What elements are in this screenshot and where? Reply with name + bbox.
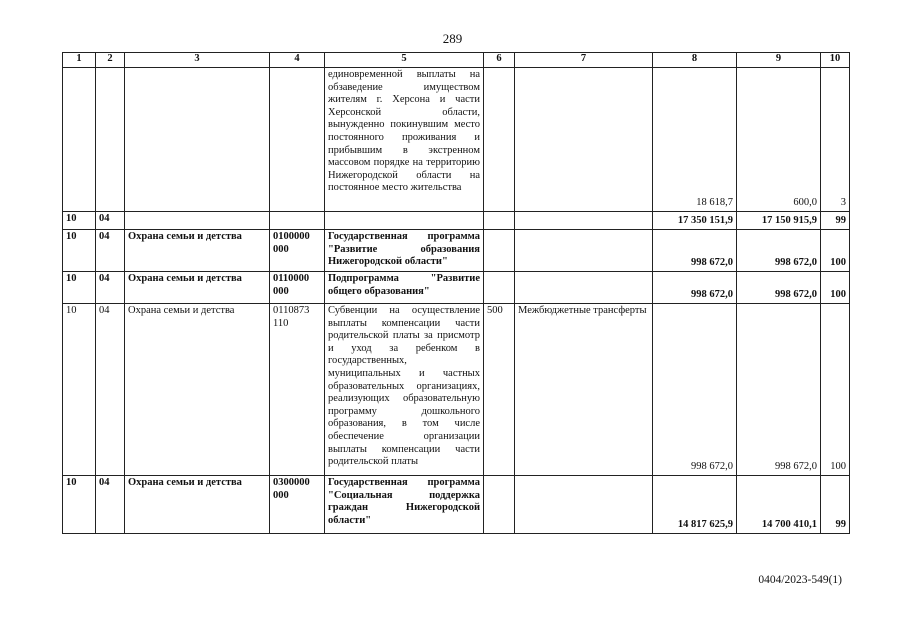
- table-row: [63, 230, 850, 272]
- row-amount-executed: 17 150 915,9: [737, 212, 821, 230]
- row-amount-approved: 14 817 625,9: [653, 476, 737, 534]
- row-execution-percent: 99: [821, 212, 850, 230]
- column-header: 2: [96, 53, 125, 68]
- row-amount-executed: 600,0: [737, 68, 821, 212]
- row-subsection-code: [96, 68, 125, 212]
- row-execution-percent: 99: [821, 476, 850, 534]
- table-row: [63, 68, 850, 212]
- budget-table: [62, 52, 850, 534]
- row-amount-executed: 998 672,0: [737, 304, 821, 476]
- row-amount-approved: 17 350 151,9: [653, 212, 737, 230]
- row-amount-approved: 998 672,0: [653, 272, 737, 304]
- row-target-code: 0300000 000: [270, 476, 325, 534]
- column-header: 10: [821, 53, 850, 68]
- row-execution-percent: 3: [821, 68, 850, 212]
- page-number: 289: [442, 31, 463, 46]
- row-subsection-code: 04: [96, 272, 125, 304]
- row-section-code: 10: [63, 304, 96, 476]
- row-execution-percent: 100: [821, 304, 850, 476]
- row-description: Государственная программа "Развитие образования Нижегородской области": [325, 230, 484, 272]
- row-amount-approved: 998 672,0: [653, 304, 737, 476]
- column-header: 5: [325, 53, 484, 68]
- row-expense-type-code: [484, 230, 515, 272]
- row-section-code: 10: [63, 272, 96, 304]
- column-header: 1: [63, 53, 96, 68]
- row-expense-type-name: [515, 68, 653, 212]
- row-target-code: 0110000 000: [270, 272, 325, 304]
- row-expense-type-code: [484, 272, 515, 304]
- row-section-code: [63, 68, 96, 212]
- row-execution-percent: 100: [821, 272, 850, 304]
- column-header: 8: [653, 53, 737, 68]
- row-expense-type-name: [515, 272, 653, 304]
- row-section-name: [125, 68, 270, 212]
- row-section-name: Охрана семьи и детства: [125, 304, 270, 476]
- table-row: [63, 272, 850, 304]
- row-expense-type-code: [484, 212, 515, 230]
- row-amount-executed: 998 672,0: [737, 230, 821, 272]
- column-header: 7: [515, 53, 653, 68]
- row-expense-type-name: [515, 212, 653, 230]
- row-section-code: 10: [63, 476, 96, 534]
- row-target-code: [270, 212, 325, 230]
- row-description: Государственная программа "Социальная поддержка граждан Нижегородской области": [325, 476, 484, 534]
- row-target-code: 0110873 110: [270, 304, 325, 476]
- row-expense-type-code: 500: [484, 304, 515, 476]
- row-description: [325, 212, 484, 230]
- row-expense-type-name: [515, 230, 653, 272]
- row-expense-type-code: [484, 476, 515, 534]
- row-expense-type-name: [515, 476, 653, 534]
- row-target-code: 0100000 000: [270, 230, 325, 272]
- row-expense-type-name: Межбюджетные трансферты: [515, 304, 653, 476]
- row-section-name: [125, 212, 270, 230]
- column-header: 3: [125, 53, 270, 68]
- row-section-code: 10: [63, 212, 96, 230]
- row-subsection-code: 04: [96, 304, 125, 476]
- header-row: [63, 53, 850, 68]
- row-description: единовременной выплаты на обзаведение имуществом жителям г. Херсона и части Херсонской области, вынужденно покинувшим место постоянного проживания и прибывшим в экстренном массовом порядке на территорию Нижегородской области на постоянное место жительства: [325, 68, 484, 212]
- row-section-name: Охрана семьи и детства: [125, 272, 270, 304]
- column-header: 4: [270, 53, 325, 68]
- row-target-code: [270, 68, 325, 212]
- row-section-code: 10: [63, 230, 96, 272]
- row-description: Субвенции на осуществление выплаты компенсации части родительской платы за присмотр и уход за ребенком в государственных, муниципальных и частных образовательных организациях, реализующих образовательную программу дошкольного образования, в том числе обеспечение организации выплаты компенсации части родительской платы: [325, 304, 484, 476]
- column-header: 9: [737, 53, 821, 68]
- row-subsection-code: 04: [96, 230, 125, 272]
- row-subsection-code: 04: [96, 476, 125, 534]
- row-amount-approved: 18 618,7: [653, 68, 737, 212]
- row-expense-type-code: [484, 68, 515, 212]
- row-section-name: Охрана семьи и детства: [125, 230, 270, 272]
- row-section-name: Охрана семьи и детства: [125, 476, 270, 534]
- column-header: 6: [484, 53, 515, 68]
- table-row: [63, 476, 850, 534]
- document-code: 0404/2023-549(1): [758, 574, 842, 586]
- row-subsection-code: 04: [96, 212, 125, 230]
- table-row: [63, 304, 850, 476]
- row-amount-executed: 14 700 410,1: [737, 476, 821, 534]
- row-execution-percent: 100: [821, 230, 850, 272]
- row-amount-executed: 998 672,0: [737, 272, 821, 304]
- table-row: [63, 212, 850, 230]
- row-amount-approved: 998 672,0: [653, 230, 737, 272]
- row-description: Подпрограмма "Развитие общего образования": [325, 272, 484, 304]
